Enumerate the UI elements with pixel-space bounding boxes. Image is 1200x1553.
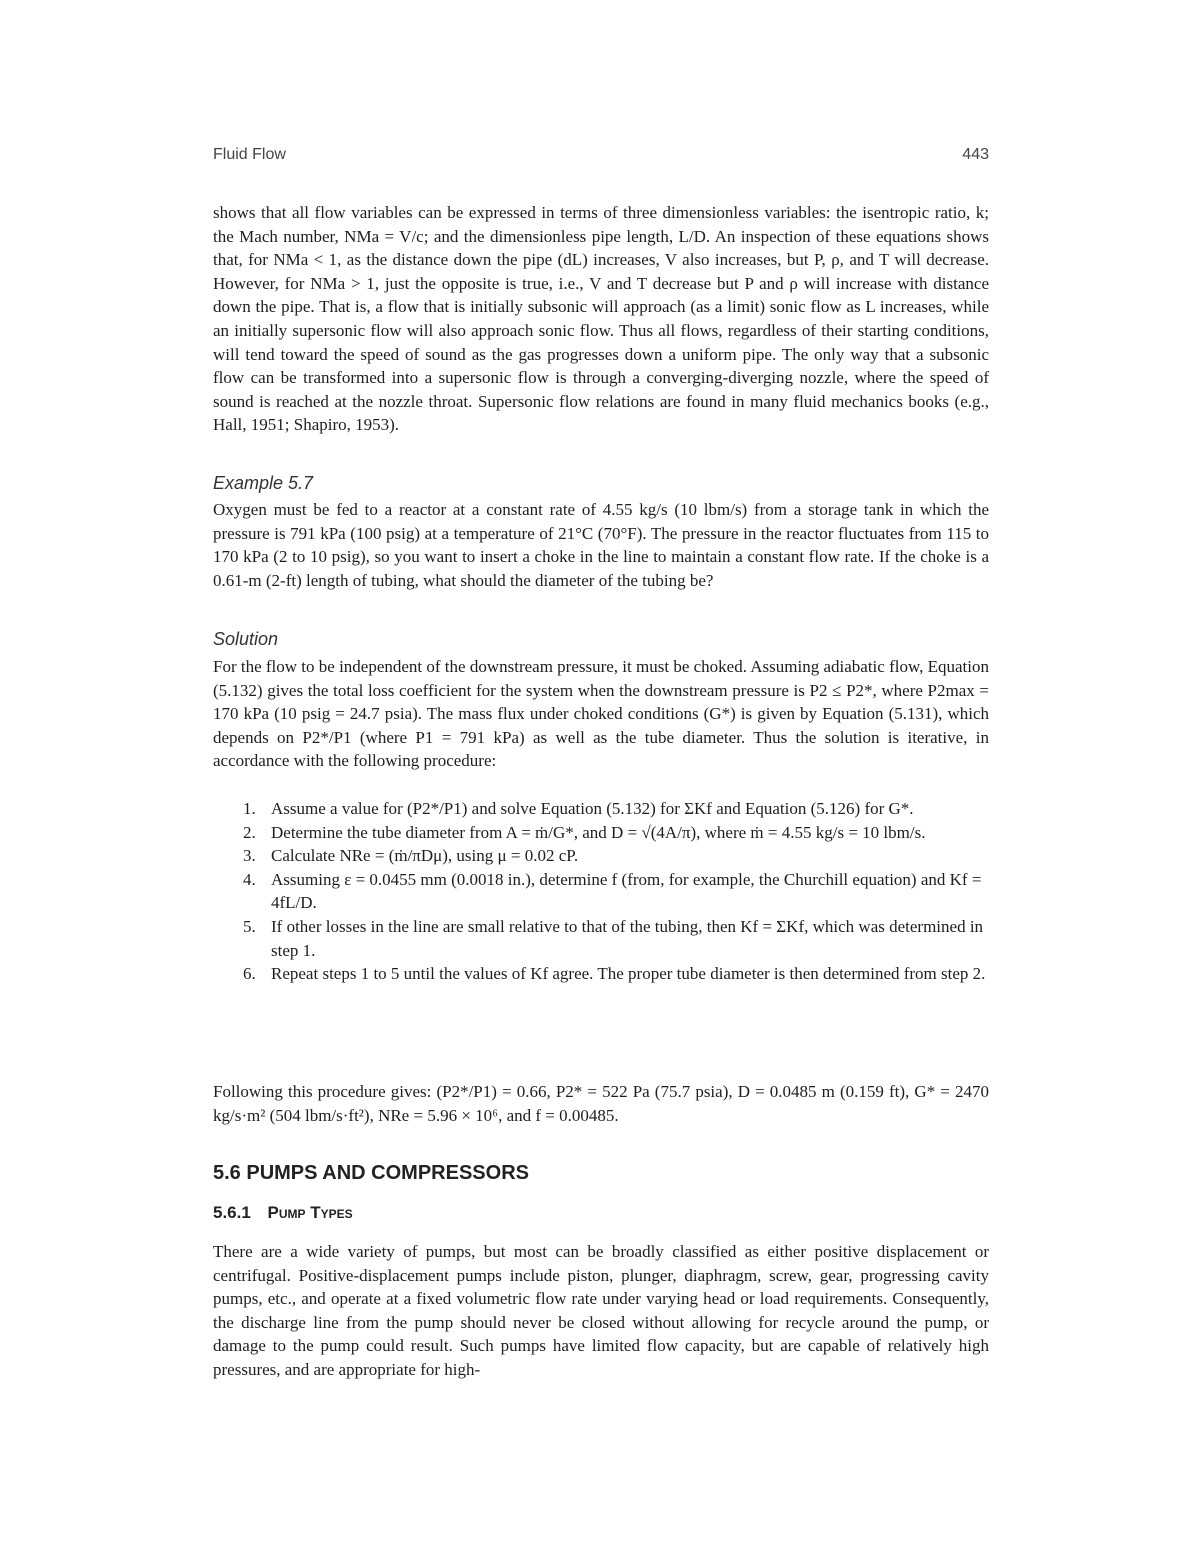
step-number: 1. <box>243 799 256 818</box>
step-number: 4. <box>243 869 256 889</box>
step-number: 2. <box>243 822 256 842</box>
example-text: Oxygen must be fed to a reactor at a constant rate of 4.55 kg/s (10 lbm/s) from a storage tank in which the pressure is 791 kPa (100 psig) at a temperature of 21°C (70°F). The pressure in the reactor fluctuates from 115 to 170 kPa (2 to 10 psig), so you want to insert a choke in the line to maintain a constant flow rate. If the choke is a 0.61-m (2-ft) length of tubing, what should the diameter of the tubing be? <box>213 500 989 590</box>
procedure-steps <box>243 797 995 986</box>
step-number: 3. <box>243 846 256 866</box>
solution-heading: Solution <box>213 629 279 649</box>
running-head <box>213 146 989 164</box>
step-number: 6. <box>243 964 256 984</box>
list-item <box>243 868 995 915</box>
intro-paragraph: shows that all flow variables can be expressed in terms of three dimensionless variables: the isentropic ratio, k; the Mach number, NMa = V/c; and the dimensionless pipe length, L/D. An inspection of these equations shows that, for NMa < 1, as the distance down the pipe (dL) increases, V also increases, but P, ρ, and T will decrease. However, for NMa > 1, just the opposite is true, i.e., V and T decrease but P and ρ will increase with distance down the pipe. That is, a flow that is initially subsonic will approach (as a limit) sonic flow as L increases, while an initially supersonic flow will also approach sonic flow. Thus all flows, regardless of their starting conditions, will tend toward the speed of sound as the gas progresses down a uniform pipe. The only way that a subsonic flow can be transformed into a supersonic flow is through a converging-diverging nozzle, where the speed of sound is reached at the nozzle throat. Supersonic flow relations are found in many fluid mechanics books (e.g., Hall, 1951; Shapiro, 1953). <box>213 203 989 435</box>
list-item <box>243 844 995 868</box>
step-text: Calculate NRe = (ṁ/πDμ), using μ = 0.02 cP. <box>271 846 579 866</box>
step-text: Repeat steps 1 to 5 until the values of Kf agree. The proper tube diameter is then determined from step 2. <box>271 964 986 984</box>
step-text: If other losses in the line are small relative to that of the tubing, then Kf = ΣKf, which was determined in step 1. <box>271 916 984 960</box>
subsection-title: Pump Types <box>267 1203 353 1222</box>
list-item <box>243 797 995 821</box>
list-item <box>243 821 995 845</box>
running-head-title: Fluid Flow <box>213 146 286 163</box>
section-text: There are a wide variety of pumps, but most can be broadly classified as either positive displacement or centrifugal. Positive-displacement pumps include piston, plunger, diaphragm, screw, gear, progressing cavity pumps, etc., and operate at a fixed volumetric flow rate under varying head or load requirements. Consequently, the discharge line from the pump should never be closed without allowing for recycle around the pump, or damage to the pump could result. Such pumps have limited flow capacity, but are capable of relatively high pressures, and are appropriate for high- <box>213 1242 989 1379</box>
example-heading: Example 5.7 <box>213 473 314 493</box>
step-text: Assuming ε = 0.0455 mm (0.0018 in.), determine f (from, for example, the Churchill equation) and Kf = 4fL/D. <box>271 869 982 913</box>
step-text: Assume a value for (P2*/P1) and solve Equation (5.132) for ΣKf and Equation (5.126) for G*. <box>271 799 914 818</box>
step-text: Determine the tube diameter from A = ṁ/G*, and D = √(4A/π), where ṁ = 4.55 kg/s = 10 lbm/s. <box>271 822 926 842</box>
solution-result: Following this procedure gives: (P2*/P1) = 0.66, P2* = 522 Pa (75.7 psia), D = 0.0485 m (0.159 ft), G* = 2470 kg/s·m² (504 lbm/s·ft²), NRe = 5.96 × 10⁶, and f = 0.00485. <box>213 1082 989 1125</box>
list-item <box>243 915 995 962</box>
subsection-number: 5.6.1 <box>213 1203 251 1222</box>
step-number: 5. <box>243 916 256 936</box>
page-number: 443 <box>962 146 989 163</box>
subsection-heading <box>213 1203 353 1223</box>
solution-text: For the flow to be independent of the downstream pressure, it must be choked. Assuming adiabatic flow, Equation (5.132) gives the total loss coefficient for the system when the downstream pressure is P2 ≤ P2*, where P2max = 170 kPa (10 psig = 24.7 psia). The mass flux under choked conditions (G*) is given by Equation (5.131), which depends on P2*/P1 (where P1 = 791 kPa) as well as the tube diameter. Thus the solution is iterative, in accordance with the following procedure: <box>213 657 990 771</box>
list-item <box>243 962 995 986</box>
section-heading: 5.6 PUMPS AND COMPRESSORS <box>213 1162 529 1184</box>
